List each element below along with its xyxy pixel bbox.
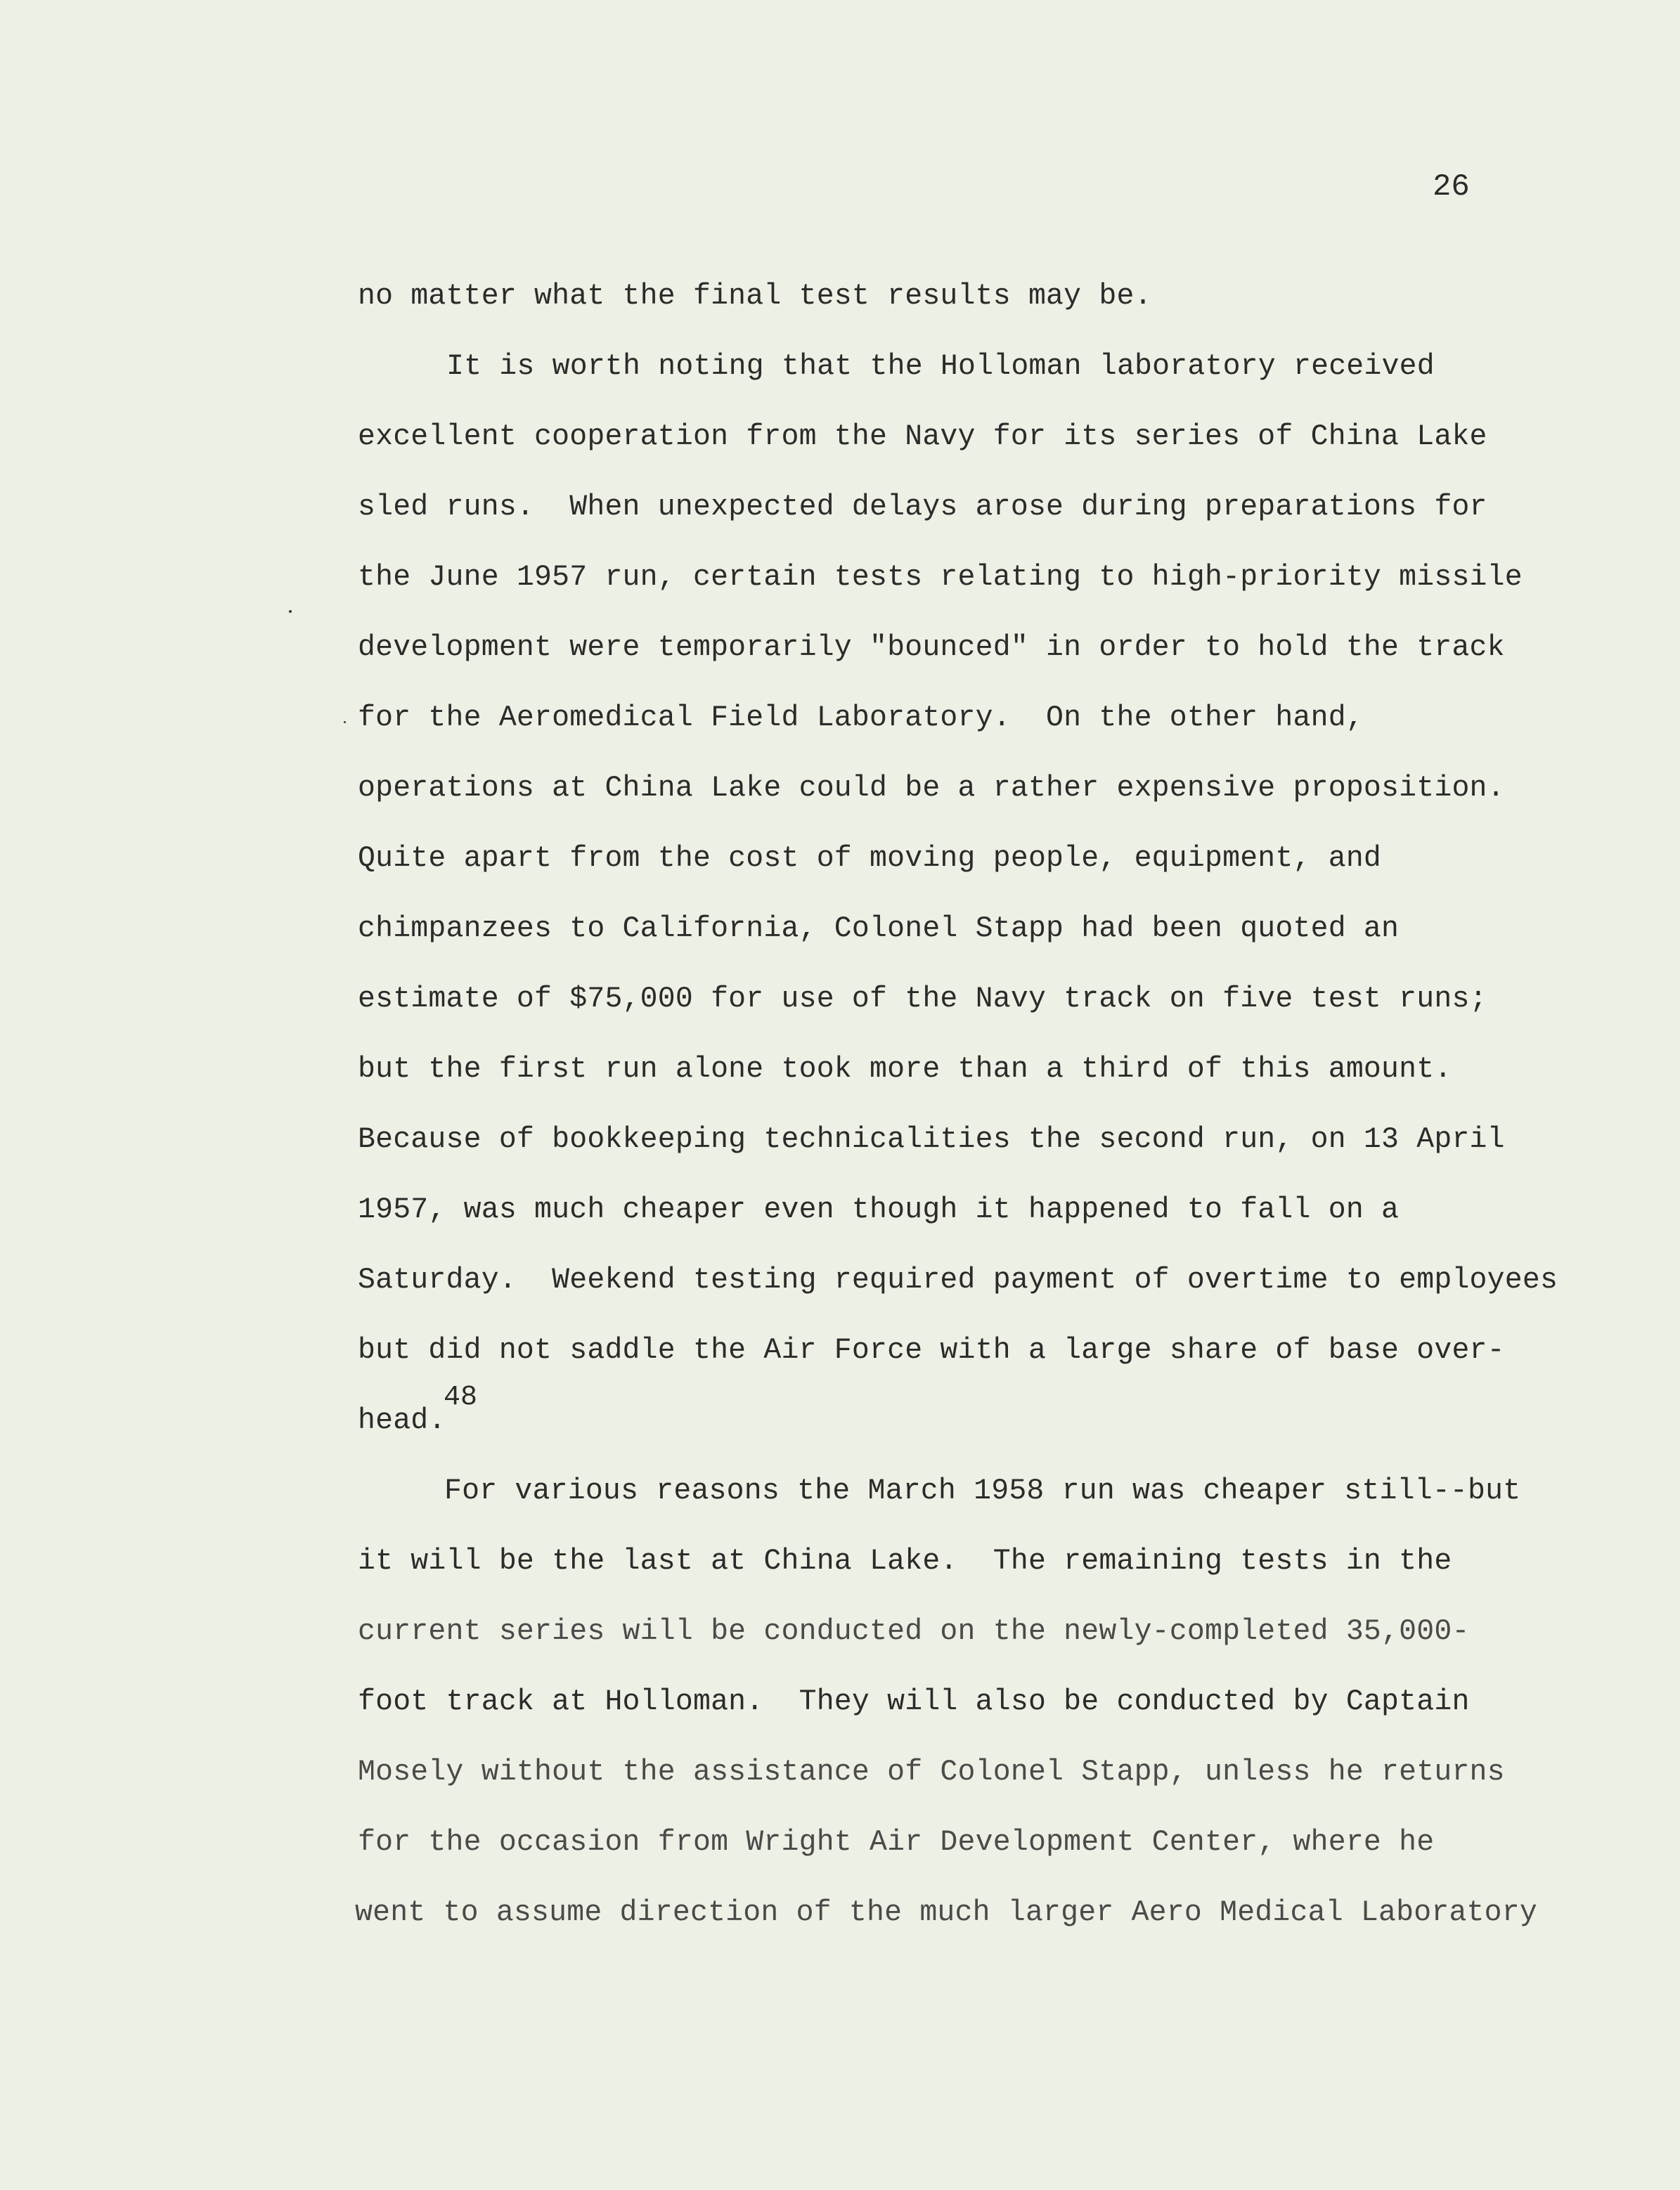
paragraph-first-line: For various reasons the March 1958 run was cheaper still--but xyxy=(444,1475,1521,1508)
text-line: foot track at Holloman. They will also be conducted by Captain xyxy=(358,1685,1470,1718)
text-line: head. xyxy=(358,1404,446,1437)
text-line: went to assume direction of the much larger Aero Medical Laboratory xyxy=(355,1896,1537,1929)
page-number: 26 xyxy=(1433,169,1470,205)
text-line: for the Aeromedical Field Laboratory. On the other hand, xyxy=(358,701,1364,734)
text-line: the June 1957 run, certain tests relating to high-priority missile xyxy=(358,561,1523,594)
margin-speck xyxy=(344,721,346,723)
text-line: 1957, was much cheaper even though it happened to fall on a xyxy=(358,1193,1400,1226)
margin-speck xyxy=(289,610,292,613)
text-line: Mosely without the assistance of Colonel Stapp, unless he returns xyxy=(358,1756,1505,1789)
paragraph-first-line: It is worth noting that the Holloman laboratory received xyxy=(446,350,1435,383)
text-line: it will be the last at China Lake. The remaining tests in the xyxy=(358,1545,1452,1578)
text-line: current series will be conducted on the newly-completed 35,000- xyxy=(358,1615,1470,1648)
text-line: Quite apart from the cost of moving people, equipment, and xyxy=(358,842,1382,875)
text-line: estimate of $75,000 for use of the Navy track on five test runs; xyxy=(358,983,1487,1016)
text-line: but the first run alone took more than a third of this amount. xyxy=(358,1053,1452,1086)
text-line: sled runs. When unexpected delays arose during preparations for xyxy=(358,491,1487,524)
text-line: chimpanzees to California, Colonel Stapp had been quoted an xyxy=(358,912,1400,945)
text-line: no matter what the final test results may be. xyxy=(358,280,1152,313)
text-line: operations at China Lake could be a rather expensive proposition. xyxy=(358,772,1505,805)
text-line: Because of bookkeeping technicalities the second run, on 13 April xyxy=(358,1123,1505,1156)
text-line: Saturday. Weekend testing required payment of overtime to employees xyxy=(358,1264,1558,1297)
text-line: excellent cooperation from the Navy for its series of China Lake xyxy=(358,420,1487,453)
text-line: for the occasion from Wright Air Development Center, where he xyxy=(358,1826,1435,1859)
footnote-reference: 48 xyxy=(444,1382,478,1413)
text-line: development were temporarily "bounced" in order to hold the track xyxy=(358,631,1505,664)
text-line: but did not saddle the Air Force with a large share of base over- xyxy=(358,1334,1505,1367)
